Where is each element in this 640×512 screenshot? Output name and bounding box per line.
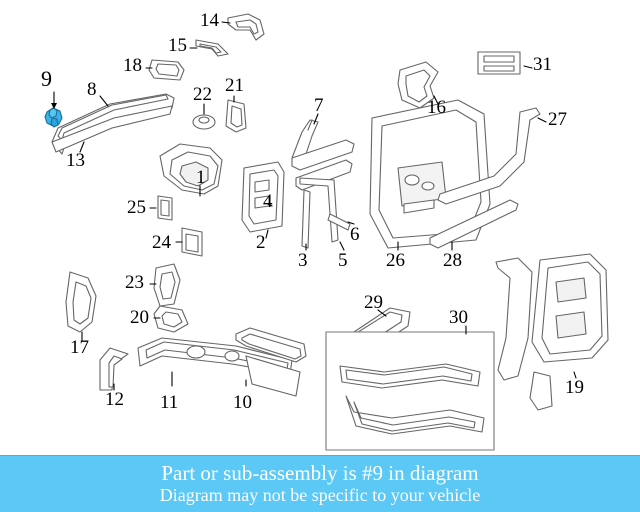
part-9-highlight xyxy=(45,108,62,127)
part-1 xyxy=(160,144,222,194)
part-20 xyxy=(154,306,188,332)
part-23 xyxy=(154,264,180,306)
part-25 xyxy=(158,196,172,220)
leader-8 xyxy=(100,96,108,106)
part-31 xyxy=(478,52,520,74)
banner-primary-text: Part or sub-assembly is #9 in diagram xyxy=(161,460,479,485)
leader-2 xyxy=(266,230,268,238)
callout-14: 14 xyxy=(200,10,219,31)
callout-21: 21 xyxy=(225,75,244,96)
part-19 xyxy=(496,254,608,410)
callout-20: 20 xyxy=(130,307,149,328)
callout-11: 11 xyxy=(160,392,179,413)
callout-29: 29 xyxy=(364,292,383,313)
callout-23: 23 xyxy=(125,272,144,293)
callout-13: 13 xyxy=(66,150,85,171)
callout-18: 18 xyxy=(123,55,142,76)
part-17 xyxy=(66,272,96,332)
part-22 xyxy=(193,115,215,129)
part-21 xyxy=(226,100,246,132)
part-30 xyxy=(326,332,494,450)
callout-2: 2 xyxy=(256,232,266,253)
part-24 xyxy=(182,228,202,256)
part-15 xyxy=(196,40,228,56)
part-18 xyxy=(149,60,184,80)
callout-16: 16 xyxy=(427,97,446,118)
leader-27 xyxy=(538,118,546,122)
callout-27: 27 xyxy=(548,109,567,130)
callout-26: 26 xyxy=(386,250,405,271)
callout-9: 9 xyxy=(41,66,52,91)
part-8-13 xyxy=(52,94,174,154)
banner-secondary-text: Diagram may not be specific to your vehicle xyxy=(159,484,481,505)
callout-25: 25 xyxy=(127,197,146,218)
callout-8: 8 xyxy=(87,79,97,100)
callout-3: 3 xyxy=(298,250,308,271)
callout-22: 22 xyxy=(193,84,212,105)
callout-24: 24 xyxy=(152,232,171,253)
callout-1: 1 xyxy=(196,167,206,188)
callout-31: 31 xyxy=(533,54,552,75)
callout-7: 7 xyxy=(314,95,324,116)
callout-6: 6 xyxy=(350,224,360,245)
leader-31 xyxy=(524,66,532,68)
callout-28: 28 xyxy=(443,250,462,271)
callout-5: 5 xyxy=(338,250,348,271)
info-banner xyxy=(0,455,640,512)
callout-4: 4 xyxy=(263,191,273,212)
part-14 xyxy=(228,14,264,40)
leader-5 xyxy=(340,242,344,250)
callout-15: 15 xyxy=(168,35,187,56)
callout-12: 12 xyxy=(105,389,124,410)
callout-30: 30 xyxy=(449,307,468,328)
callout-19: 19 xyxy=(565,377,584,398)
callout-10: 10 xyxy=(233,392,252,413)
callout-17: 17 xyxy=(70,337,89,358)
